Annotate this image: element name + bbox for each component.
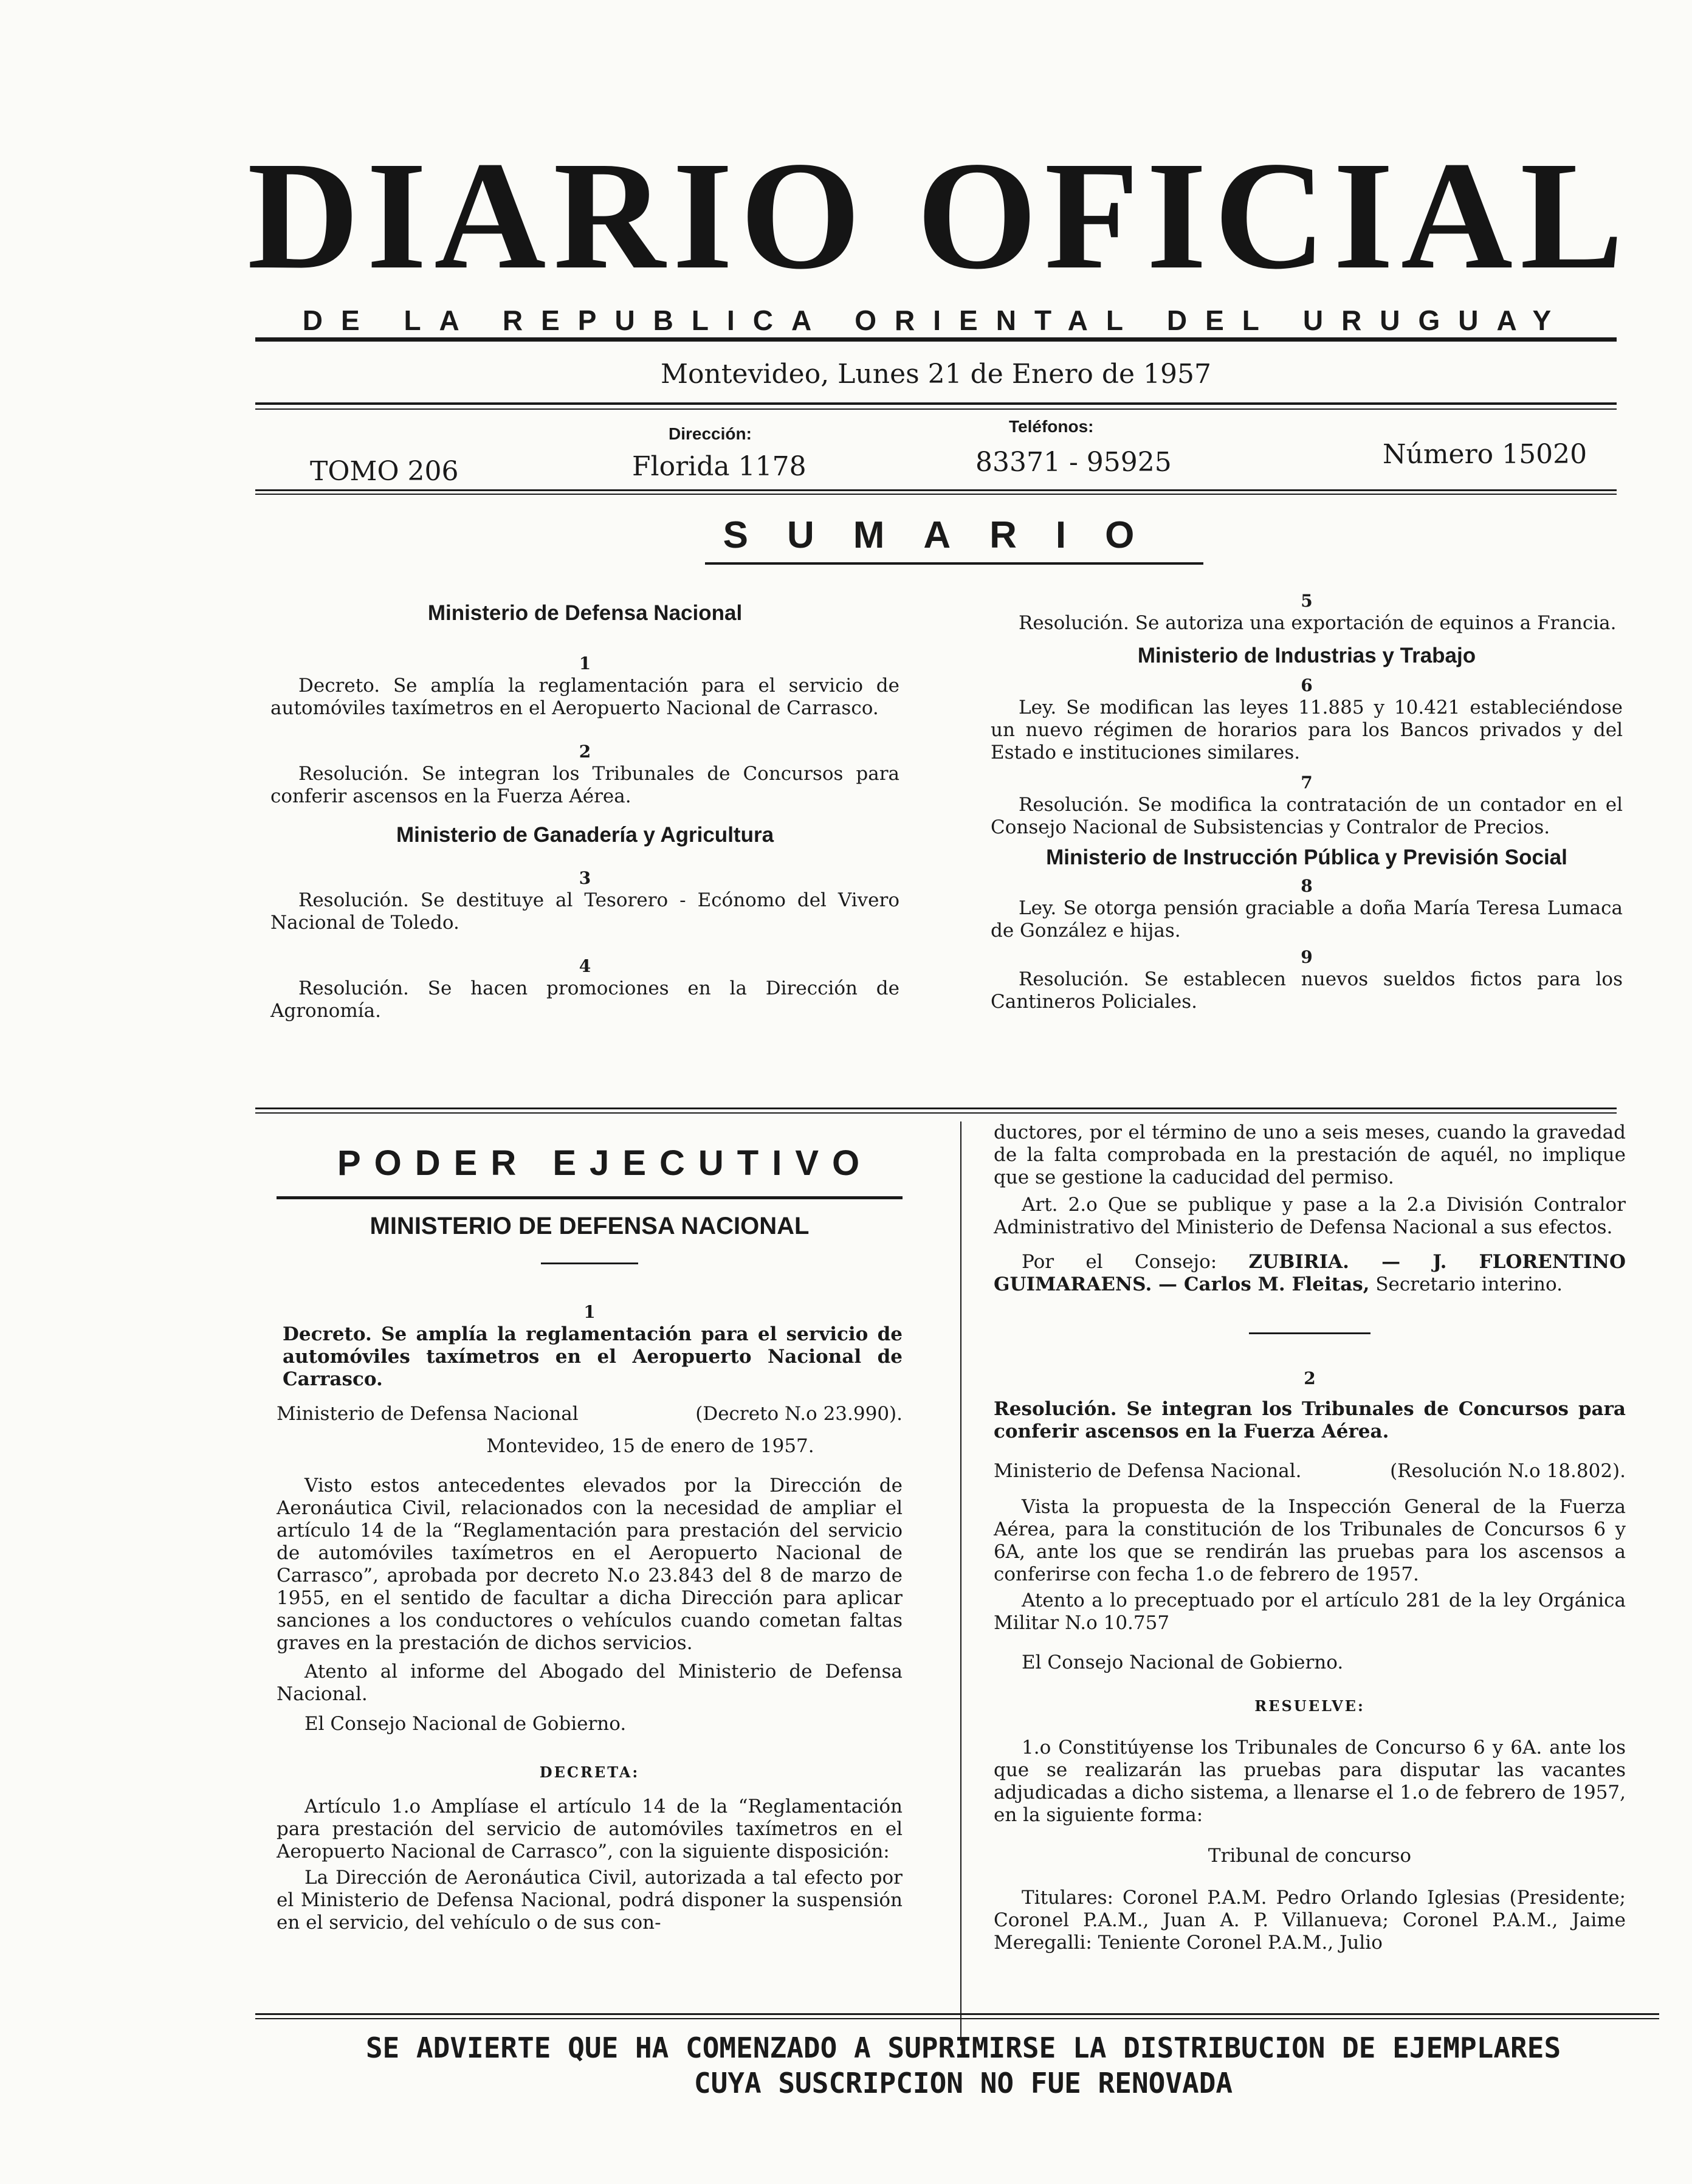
sumario-item: Decreto. Se amplía la reglamentación para el servicio de automóviles taxímetros en el Aeropuerto Nacional de Carrasco.: [270, 675, 899, 719]
tomo-label: TOMO 206: [310, 456, 459, 487]
body-paragraph: ductores, por el término de uno a seis meses, cuando la gravedad de la falta comprobada en la prestación de aquél, no implique que se gestione la caducidad del permiso.: [994, 1121, 1626, 1188]
ref-ministry: Ministerio de Defensa Nacional.: [994, 1460, 1302, 1482]
notice-line: CUYA SUSCRIPCION NO FUE RENOVADA: [693, 2067, 1233, 2100]
sumario-item: Resolución. Se destituye al Tesorero - Ecónomo del Vivero Nacional de Toledo.: [270, 889, 899, 934]
body-paragraph: La Dirección de Aeronáutica Civil, autorizada a tal efecto por el Ministerio de Defensa Nacional, podrá disponer la suspensión en el servicio, del vehículo o de sus con-: [277, 1867, 903, 1934]
sumario-item: Ley. Se modifican las leyes 11.885 y 10.421 estableciéndose un nuevo régimen de horarios para los Bancos privados y del Estado e instituciones similares.: [991, 697, 1623, 763]
item-number: 1: [579, 653, 591, 673]
direccion-value: Florida 1178: [632, 451, 806, 482]
resolution-title: Resolución. Se integran los Tribunales de Concursos para conferir ascensos en la Fuerza Aérea.: [994, 1398, 1626, 1442]
ministry-heading: Ministerio de Instrucción Pública y Previsión Social: [1046, 846, 1567, 869]
telefonos-value: 83371 - 95925: [975, 447, 1172, 478]
left-body-column: [277, 1301, 903, 1934]
direccion-label: Dirección:: [669, 424, 752, 443]
sumario-item: Resolución. Se establecen nuevos sueldos fictos para los Cantineros Policiales.: [991, 968, 1623, 1013]
signature-intro: Por el Consejo:: [1022, 1251, 1217, 1273]
masthead-title-left: DIARIO: [247, 129, 868, 301]
decree-title: Decreto. Se amplía la reglamentación para el servicio de automóviles taxímetros en el Aeropuerto Nacional de Carrasco.: [283, 1323, 903, 1390]
sumario-item: Resolución. Se modifica la contratación de un contador en el Consejo Nacional de Subsistencias y Contralor de Precios.: [991, 794, 1623, 838]
body-paragraph: Titulares: Coronel P.A.M. Pedro Orlando Iglesias (Presidente; Coronel P.A.M., Juan A. P. Villanueva; Coronel P.A.M., Jaime Meregalli: Teniente Coronel P.A.M., Julio: [994, 1887, 1626, 1954]
body-paragraph: 1.o Constitúyense los Tribunales de Concurso 6 y 6A. ante los que se realizarán las pruebas para disputar las vacantes adjudicadas a dicho sistema, a llenarse el 1.o de febrero de 1957, en la siguiente forma:: [994, 1737, 1626, 1826]
divider: [255, 2013, 1659, 2015]
item-number: 8: [1301, 876, 1313, 896]
ref-ministry: Ministerio de Defensa Nacional: [277, 1403, 579, 1425]
body-paragraph: Art. 2.o Que se publique y pase a la 2.a División Contralor Administrativo del Ministerio de Defensa Nacional a sus efectos.: [994, 1194, 1626, 1238]
divider: [1249, 1332, 1370, 1334]
item-number: 5: [1301, 591, 1313, 611]
subheading: Tribunal de concurso: [1208, 1845, 1412, 1867]
section-heading: PODER EJECUTIVO: [337, 1143, 873, 1183]
body-paragraph: Atento al informe del Abogado del Ministerio de Defensa Nacional.: [277, 1661, 903, 1705]
divider: [255, 2018, 1659, 2019]
body-paragraph: El Consejo Nacional de Gobierno.: [304, 1713, 627, 1735]
footer-notice: [267, 2030, 1659, 2101]
masthead-title-right: OFICIAL: [916, 129, 1631, 301]
body-paragraph: El Consejo Nacional de Gobierno.: [1022, 1652, 1344, 1673]
notice-line: SE ADVIERTE QUE HA COMENZADO A SUPRIMIRSE LA DISTRIBUCION DE EJEMPLARES: [365, 2031, 1561, 2064]
item-number: 9: [1301, 947, 1313, 967]
divider: [255, 494, 1617, 495]
numero-label: Número 15020: [1383, 439, 1587, 470]
sumario-item: Ley. Se otorga pensión graciable a doña María Teresa Lumaca de González e hijas.: [991, 897, 1623, 942]
sumario-item: Resolución. Se autoriza una exportación de equinos a Francia.: [1019, 612, 1617, 634]
divider: [255, 337, 1617, 342]
item-number: 2: [579, 742, 591, 762]
divider: [255, 402, 1617, 405]
divider: [705, 562, 1203, 565]
dateline: Montevideo, Lunes 21 de Enero de 1957: [660, 359, 1212, 390]
item-number: 2: [1304, 1368, 1316, 1388]
divider: [255, 408, 1617, 410]
sumario-item: Resolución. Se hacen promociones en la Dirección de Agronomía.: [270, 977, 899, 1022]
item-number: 3: [579, 868, 591, 888]
divider: [255, 489, 1617, 491]
decreta-label: DECRETA:: [539, 1763, 640, 1781]
ministry-heading: Ministerio de Industrias y Trabajo: [1137, 644, 1476, 667]
ministry-heading: MINISTERIO DE DEFENSA NACIONAL: [370, 1213, 810, 1239]
masthead: [247, 129, 1631, 301]
divider: [541, 1263, 638, 1264]
divider: [255, 1112, 1617, 1114]
item-number: 6: [1301, 675, 1313, 695]
ministry-heading: Ministerio de Defensa Nacional: [427, 601, 743, 625]
item-number: 1: [583, 1302, 596, 1322]
resuelve-label: RESUELVE:: [1254, 1697, 1365, 1715]
column-divider: [960, 1121, 961, 2045]
sumario-right-column: [991, 590, 1623, 1013]
ref-number: (Resolución N.o 18.802).: [1390, 1460, 1626, 1482]
body-paragraph: Atento a lo preceptuado por el artículo 281 de la ley Orgánica Militar N.o 10.757: [994, 1590, 1626, 1634]
signature-names: ZUBIRIA. — J. FLORENTINO GUIMARAENS. — Carlos M. Fleitas,: [994, 1251, 1626, 1295]
ref-number: (Decreto N.o 23.990).: [695, 1403, 903, 1425]
sumario-left-column: [270, 602, 899, 1022]
signature-role: Secretario interino.: [1375, 1273, 1563, 1295]
masthead-subtitle: DE LA REPUBLICA ORIENTAL DEL URUGUAY: [302, 305, 1570, 336]
right-body-column: [994, 1121, 1626, 1954]
decree-date: Montevideo, 15 de enero de 1957.: [486, 1435, 814, 1457]
item-number: 7: [1301, 773, 1313, 793]
item-number: 4: [579, 956, 591, 976]
sumario-heading: SUMARIO: [723, 514, 1174, 556]
ministry-heading: Ministerio de Ganadería y Agricultura: [396, 823, 774, 847]
telefonos-label: Teléfonos:: [1009, 417, 1094, 436]
divider: [255, 1108, 1617, 1109]
body-paragraph: Artículo 1.o Amplíase el artículo 14 de la “Reglamentación para prestación del servicio de automóviles taxímetros en el Aeropuerto Nacional de Carrasco”, con la siguiente disposición:: [277, 1796, 903, 1862]
body-paragraph: Visto estos antecedentes elevados por la Dirección de Aeronáutica Civil, relacionados con la necesidad de ampliar el artículo 14 de la “Reglamentación para prestación del servicio de automóviles taxímetros en el Aeropuerto Nacional de Carrasco”, aprobada por decreto N.o 23.843 del 8 de marzo de 1955, en el sentido de facultar a dicha Dirección para aplicar sanciones a los conductores o vehículos cuando cometan faltas graves en la prestación de dichos servicios.: [277, 1475, 903, 1654]
divider: [277, 1196, 903, 1199]
sumario-item: Resolución. Se integran los Tribunales de Concursos para conferir ascensos en la Fuerza Aérea.: [270, 763, 899, 807]
body-paragraph: Vista la propuesta de la Inspección General de la Fuerza Aérea, para la constitución de los Tribunales de Concursos 6 y 6A, ante los que se rendirán las pruebas para los ascensos a conferirse con fecha 1.o de febrero de 1957.: [994, 1496, 1626, 1585]
